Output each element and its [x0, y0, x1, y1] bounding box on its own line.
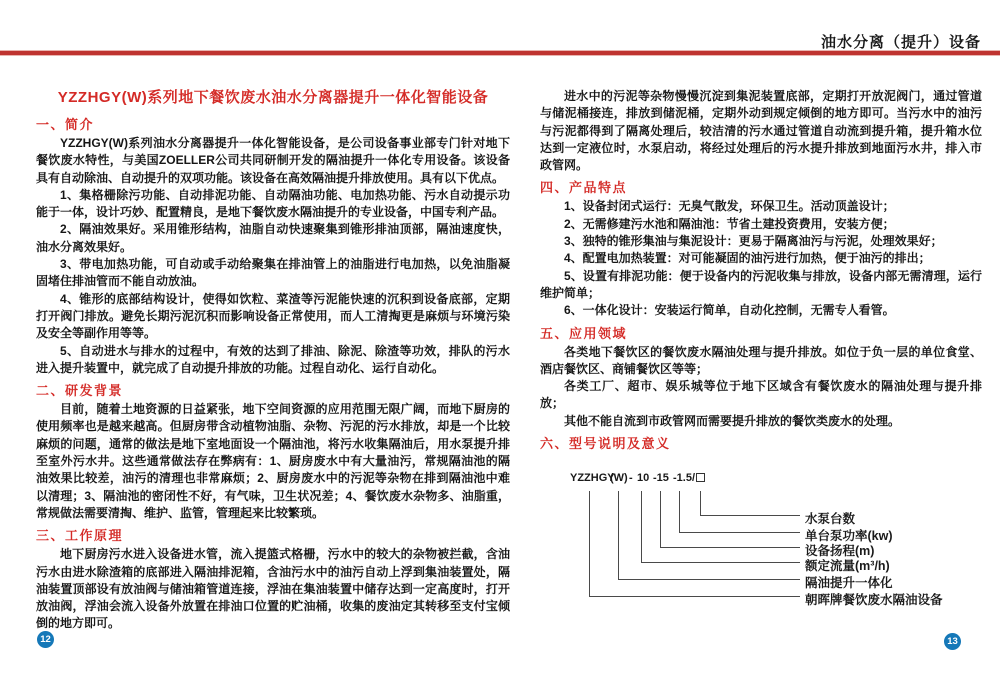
body-paragraph: 1、设备封闭式运行：无臭气散发，环保卫生。活动顶盖设计； — [564, 199, 895, 214]
body-paragraph: 各类地下餐饮区的餐饮废水隔油处理与提升排放。如位于负一层的单位食堂、酒店餐饮区、商铺餐饮区等等； — [540, 344, 982, 376]
body-paragraph: 2、无需修建污水池和隔油池：节省土建投资费用，安装方便； — [564, 216, 895, 231]
body-paragraph: 各类工厂、超市、娱乐城等位于地下区域含有餐饮废水的隔油处理与提升排放； — [540, 379, 982, 411]
section-heading-model: 六、型号说明及意义 — [540, 436, 671, 452]
model-code-power: -1.5/ — [673, 472, 696, 485]
page-title: YZZHGY(W)系列地下餐饮废水油水分离器提升一体化智能设备 — [57, 89, 489, 106]
model-code-dash: - — [629, 472, 633, 485]
page-number-badge-right: 13 — [944, 633, 961, 650]
body-paragraph: 地下厨房污水进入设备进水管，流入提篮式格栅，污水中的较大的杂物被拦截，含油污水由进水除渣箱的底部进入隔油排泥箱，含油污水中的油污自动上浮到集油装置处，隔油装置顶部设有放油阀与储油箱管道连接，浮油在集油装置中储存达到一定高度时，打开放油阀，浮油会流入设备外放置在排油口位置的贮油桶，收集的废油定其转移至支付宝倾倒的地方即可。 — [36, 547, 510, 631]
model-code-head: -15 — [653, 472, 669, 485]
body-paragraph: 6、一体化设计：安装运行简单，自动化控制，无需专人看管。 — [564, 303, 895, 318]
model-label-brand: 朝晖牌餐饮废水隔油设备 — [805, 593, 943, 608]
section-heading-background: 二、研发背景 — [36, 383, 124, 399]
section-heading-features: 四、产品特点 — [540, 180, 628, 196]
model-code-flow: 10 — [637, 472, 650, 485]
body-paragraph: YZZHGY(W)系列油水分离器提升一体化智能设备，是公司设备事业部专门针对地下餐饮废水特性，与美国ZOELLER公司共同研制开发的隔油提升一体化专用设备。该设备具有自动除油、自动提升的双项功能。该设备在高效隔油提升排放使用。具有以下优点。 — [36, 136, 510, 185]
body-paragraph: 进水中的污泥等杂物慢慢沉淀到集泥装置底部，定期打开放泥阀门，通过管道与储泥桶接连，排放到储泥桶，定期外动到规定倾倒的地方即可。当污水中的油污与污泥都得到了隔离处理后，较洁清的污水通过管道自动流到提升箱，提升箱水位达到一定液位时，水泵启动，将经过处理后的污水提升排放到地面污水井，排入市政管网。 — [540, 89, 982, 173]
model-label-pump-count: 水泵台数 — [805, 512, 856, 527]
body-paragraph: 4、配置电加热装置：对可能凝固的油污进行加热，便于油污的排出； — [564, 251, 931, 266]
model-label-integrated: 隔油提升一体化 — [805, 576, 893, 591]
running-head: 油水分离（提升）设备 — [820, 34, 981, 51]
model-designation-diagram — [540, 466, 982, 624]
model-code-variant: (W) — [610, 472, 628, 485]
section-heading-intro: 一、简介 — [36, 117, 95, 132]
body-paragraph: 3、带电加热功能，可自动或手动给聚集在排油管上的油脂进行电加热，以免油脂凝固堵住排油管而不能自动放油。 — [36, 257, 510, 289]
body-paragraph: 其他不能自流到市政管网而需要提升排放的餐饮类废水的处理。 — [564, 413, 901, 428]
body-paragraph: 1、集格栅除污功能、自动排泥功能、自动隔油功能、电加热功能、污水自动提示功能于一体，设计巧妙、配置精良，是地下餐饮废水隔油提升的专业设备，中国专利产品。 — [36, 187, 510, 220]
model-label-lift-head: 设备扬程(m) — [805, 544, 875, 559]
body-paragraph: 5、设置有排泥功能：便于设备内的污泥收集与排放，设备内部无需清理，运行维护简单； — [540, 268, 982, 300]
body-paragraph: 5、自动进水与排水的过程中，有效的达到了排油、除泥、除渣等功效，排队的污水进入提升装置中，就完成了自动提升排放的功能。过程自动化、运行自动化。 — [36, 343, 510, 375]
model-label-rated-flow: 额定流量(m³/h) — [805, 559, 890, 574]
header-rule — [0, 51, 1000, 55]
page-left — [36, 86, 510, 633]
model-code-series: YZZHGY — [570, 472, 615, 485]
body-paragraph: 2、隔油效果好。采用锥形结构，油脂自动快速聚集到锥形排油顶部，隔油速度快，油水分离效果好。 — [36, 222, 510, 254]
connector-line — [589, 491, 800, 597]
section-heading-applications: 五、应用领域 — [540, 325, 628, 341]
model-label-pump-power: 单台泵功率(kw) — [805, 529, 893, 544]
body-paragraph: 4、锥形的底部结构设计，使得如饮粒、菜渣等污泥能快速的沉积到设备底部，定期打开阀门排放。避免长期污泥沉积而影响设备正常使用，而人工清掏更是麻烦与环境污染及安全等副作用等等。 — [36, 291, 510, 341]
model-placeholder-box-icon — [696, 473, 705, 482]
body-paragraph: 目前，随着土地资源的日益紧张，地下空间资源的应用范围无限广阔，而地下厨房的使用频率也是越来越高。但厨房带含动植物油脂、杂物、污泥的污水排放，却是一个比较麻烦的问题，通常的做法是地下室地面设一个隔油池，将污水收集隔油后，用水泵提升排至室外污水井。这些通常做法存在弊病有：1、厨房废水中有大量油污，常规隔油池的隔油效果比较差，油污的清理也非常麻烦；2、厨房废水中的污泥等杂物在排到隔油池中难以清理；3、隔油池的密闭性不好，有气味，卫生状况差；4、餐饮废水杂物多、油脂重，常规做法需要清掏、维护、监管，管理起来比较繁琐。 — [36, 402, 510, 520]
page-number-badge-left: 12 — [37, 631, 54, 648]
section-heading-principle: 三、工作原理 — [36, 528, 124, 544]
body-paragraph: 3、独特的锥形集油与集泥设计：更易于隔离油污与污泥，处理效果好； — [564, 234, 943, 249]
page-right — [540, 88, 982, 624]
